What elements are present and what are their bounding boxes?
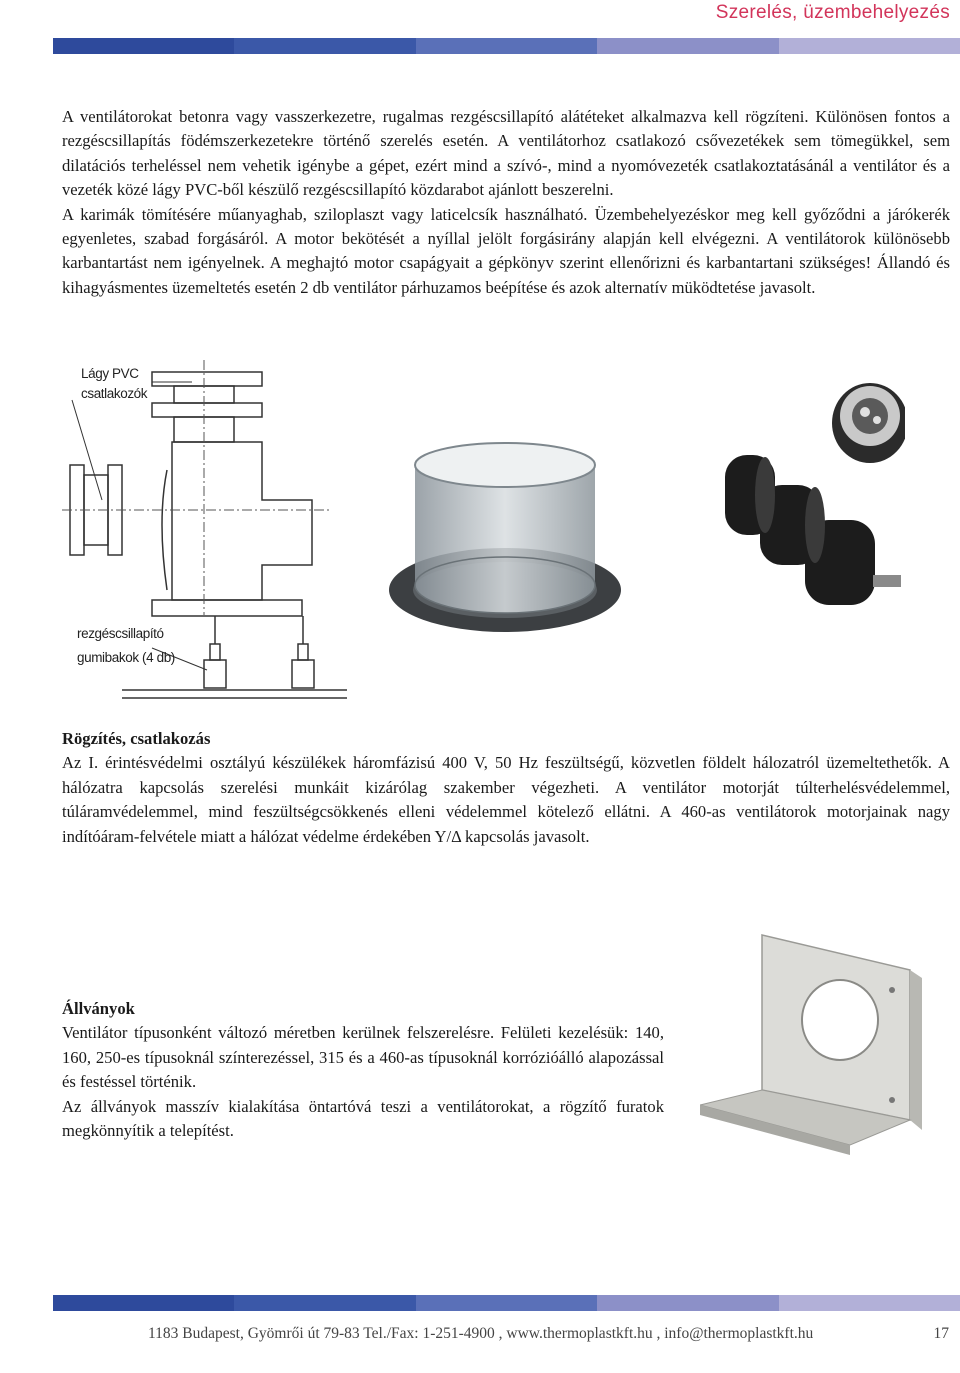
page-number: 17 (933, 1325, 949, 1342)
label-pvc-connectors-line2: csatlakozók (81, 386, 148, 401)
stands-section (62, 997, 664, 1143)
stands-body-2: Az állványok masszív kialakítása öntartóvá teszi a ventilátorokat, a rögzítő furatok megkönnyítik a telepítést. (62, 1096, 664, 1141)
section-title: Szerelés, üzembehelyezés (715, 2, 950, 23)
intro-text (62, 105, 950, 300)
footer-color-stripe (53, 1295, 960, 1311)
pvc-connector-photo (385, 440, 625, 655)
label-dampers-line1: rezgéscsillapító (77, 626, 164, 641)
fixing-heading: Rögzítés, csatlakozás (62, 729, 211, 748)
footer-address: 1183 Budapest, Gyömrői út 79-83 Tel./Fax: 1-251-4900 , www.thermoplastkft.hu , info@thermoplastkft.hu (148, 1325, 814, 1342)
stands-body-1: Ventilátor típusonként változó méretben kerülnek felszerelésre. Felületi kezelésük: 140, 160, 250-es típusoknál színterezéssel, 315 és a 460-as típusoknál korrózióálló alapozással és festéssel történik. (62, 1023, 664, 1092)
intro-paragraph-1: A ventilátorokat betonra vagy vasszerkezetre, rugalmas rezgéscsillapító alátéteket alkalmazva kell rögzíteni. Különösen fontos a rezgéscsillapítás födémszerkezetekre történő szerelés esetén. A ventilátorhoz csatlakozó csővezetékek sem tömegükkel, sem dilatációs terheléssel nem vehetik igénybe a gépet, ezért mind a szívó-, mind a nyomóvezeték csatlakoztatásánál a ventilátor és a vezeték közé lágy PVC-ből készülő rezgéscsillapító közdarabot ajánlott beszerelni. (62, 107, 950, 200)
fan-stand-photo (700, 930, 930, 1185)
label-pvc-connectors-line1: Lágy PVC (81, 366, 139, 381)
stands-heading: Állványok (62, 999, 135, 1018)
fixing-body: Az I. érintésvédelmi osztályú készülékek háromfázisú 400 V, 50 Hz feszültségű, közvetlen földelt hálozatról üzemeltethetők. A hálózatra kapcsolás szerelési munkáit kizárólag szakember végezheti. A ventilátor motorját túlterhelésvédelemmel, túláramvédelemmel, mind feszültségcsökkenés elleni védelemmel kötelező ellátni. A 460-as ventilátorok motorjainak nagy indítóáram-felvétele miatt a hálózat védelme érdekében Y/Δ kapcsolás javasolt. (62, 753, 950, 846)
rubber-dampers-photo (705, 370, 905, 615)
header-color-stripe (53, 38, 960, 54)
intro-paragraph-2: A karimák tömítésére műanyaghab, sziloplaszt vagy laticelcsík használható. Üzembehelyezéskor meg kell győződni a járókerék egyenletes, szabad forgásáról. A motor bekötését a nyíllal jelölt forgásirány alapján kell elvégezni. A ventilátorok különösebb karbantartást nem igényelnek. A meghajtó motor csapágyait a gépkönyv szerint ellenőrizni és karbantartani szükséges! Állandó és kihagyásmentes üzemeltetés esetén 2 db ventilátor párhuzamos beépítése és azok alternatív müködtetése javasolt. (62, 204, 950, 297)
label-dampers-line2: gumibakok (4 db) (77, 650, 175, 665)
fixing-section (62, 727, 950, 849)
